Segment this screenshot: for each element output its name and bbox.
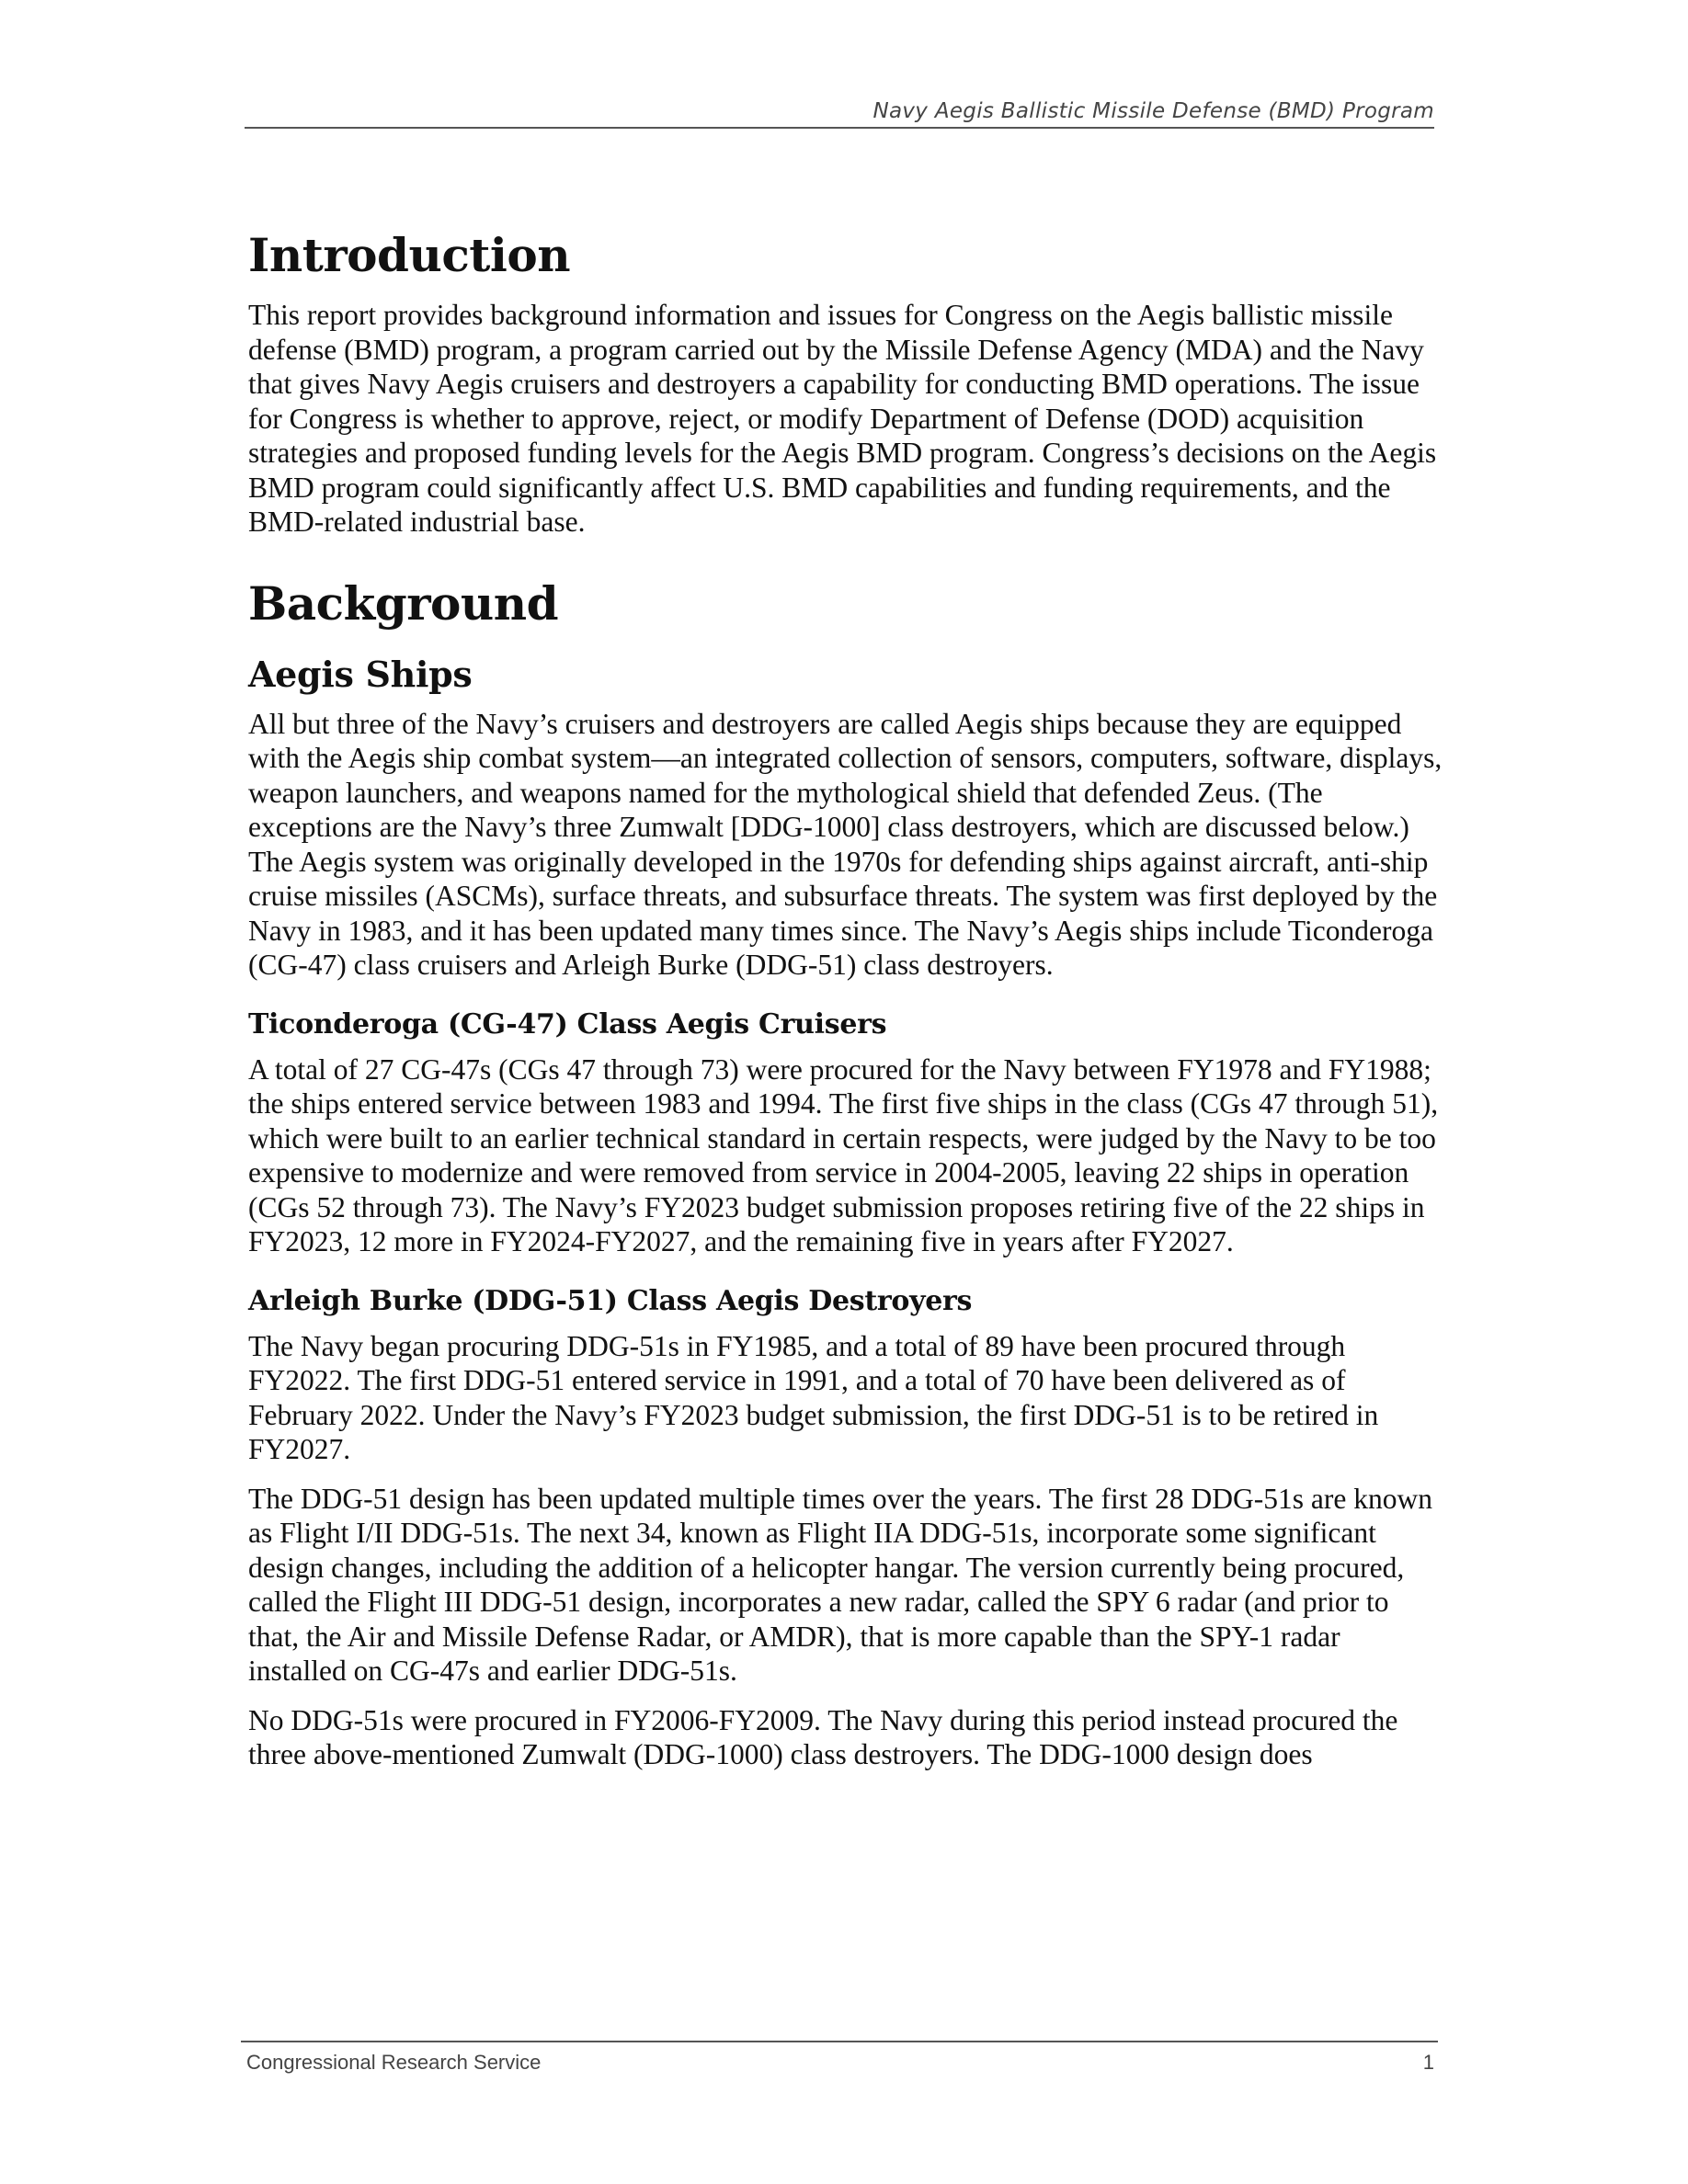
section-spacer — [248, 1259, 1443, 1283]
footer-source: Congressional Research Service — [246, 2051, 542, 2074]
introduction-heading: Introduction — [248, 228, 571, 282]
aegis-ships-heading: Aegis Ships — [248, 653, 473, 695]
section-spacer — [248, 983, 1443, 1007]
introduction-section — [248, 226, 1443, 540]
running-header — [245, 96, 1434, 129]
ticonderoga-heading: Ticonderoga (CG-47) Class Aegis Cruisers — [248, 1007, 887, 1041]
arleigh-burke-paragraph-1: The Navy began procuring DDG-51s in FY1985, and a total of 89 have been procured through FY2022. The first DDG-51 entered service in 1991, and a total of 70 have been delivered as of February 2022. Under the Navy’s FY2023 budget submission, the first DDG-51 is to be retired in FY2027. — [248, 1329, 1379, 1465]
ticonderoga-paragraph: A total of 27 CG-47s (CGs 47 through 73) were procured for the Navy between FY1978 and FY1988; the ships entered service between 1983 and 1994. The first five ships in the class (CGs 47 through 51), which were built to an earlier technical standard in certain respects, were judged by the Navy to be too expensive to modernize and were removed from service in 2004-2005, leaving 22 ships in operation (CGs 52 through 73). The Navy’s FY2023 budget submission proposes retiring five of the 22 ships in FY2023, 12 more in FY2024-FY2027, and the remaining five in years after FY2027. — [248, 1052, 1439, 1257]
arleigh-burke-paragraph-3: No DDG-51s were procured in FY2006-FY2009. The Navy during this period instead procured the three above-mentioned Zumwalt (DDG-1000) class destroyers. The DDG-1000 design does — [248, 1703, 1398, 1770]
background-section — [248, 574, 1443, 1772]
running-header-title: Navy Aegis Ballistic Missile Defense (BMD) Program — [873, 99, 1434, 123]
page-number: 1 — [1422, 2051, 1434, 2074]
page-body — [248, 226, 1443, 1772]
background-heading: Background — [248, 575, 559, 631]
introduction-paragraph: This report provides background information and issues for Congress on the Aegis ballistic missile defense (BMD) program, a program carried out by the Missile Defense Agency (MDA) and the Navy that gives Navy Aegis cruisers and destroyers a capability for conducting BMD operations. The issue for Congress is whether to approve, reject, or modify Department of Defense (DOD) acquisition strategies and proposed funding levels for the Aegis BMD program. Congress’s decisions on the Aegis BMD program could significantly affect U.S. BMD capabilities and funding requirements, and the BMD-related industrial base. — [248, 299, 1437, 538]
page-footer — [241, 2041, 1438, 2076]
arleigh-burke-paragraph-2: The DDG-51 design has been updated multiple times over the years. The first 28 DDG-51s are known as Flight I/II DDG-51s. The next 34, known as Flight IIA DDG-51s, incorporate some significant design changes, including the addition of a helicopter hangar. The version currently being procured, called the Flight III DDG-51 design, incorporates a new radar, called the SPY 6 radar (and prior to that, the Air and Missile Defense Radar, or AMDR), that is more capable than the SPY-1 radar installed on CG-47s and earlier DDG-51s. — [248, 1482, 1432, 1687]
arleigh-burke-heading: Arleigh Burke (DDG-51) Class Aegis Destroyers — [248, 1284, 973, 1317]
aegis-ships-paragraph: All but three of the Navy’s cruisers and destroyers are called Aegis ships because they are equipped with the Aegis ship combat system—an integrated collection of sensors, computers, software, displays, weapon launchers, and weapons named for the mythological shield that defended Zeus. (The exceptions are the Navy’s three Zumwalt [DDG-1000] class destroyers, which are discussed below.) The Aegis system was originally developed in the 1970s for defending ships against aircraft, anti-ship cruise missiles (ASCMs), surface threats, and subsurface threats. The system was first deployed by the Navy in 1983, and it has been updated many times since. The Navy’s Aegis ships include Ticonderoga (CG-47) class cruisers and Arleigh Burke (DDG-51) class destroyers. — [248, 707, 1443, 981]
